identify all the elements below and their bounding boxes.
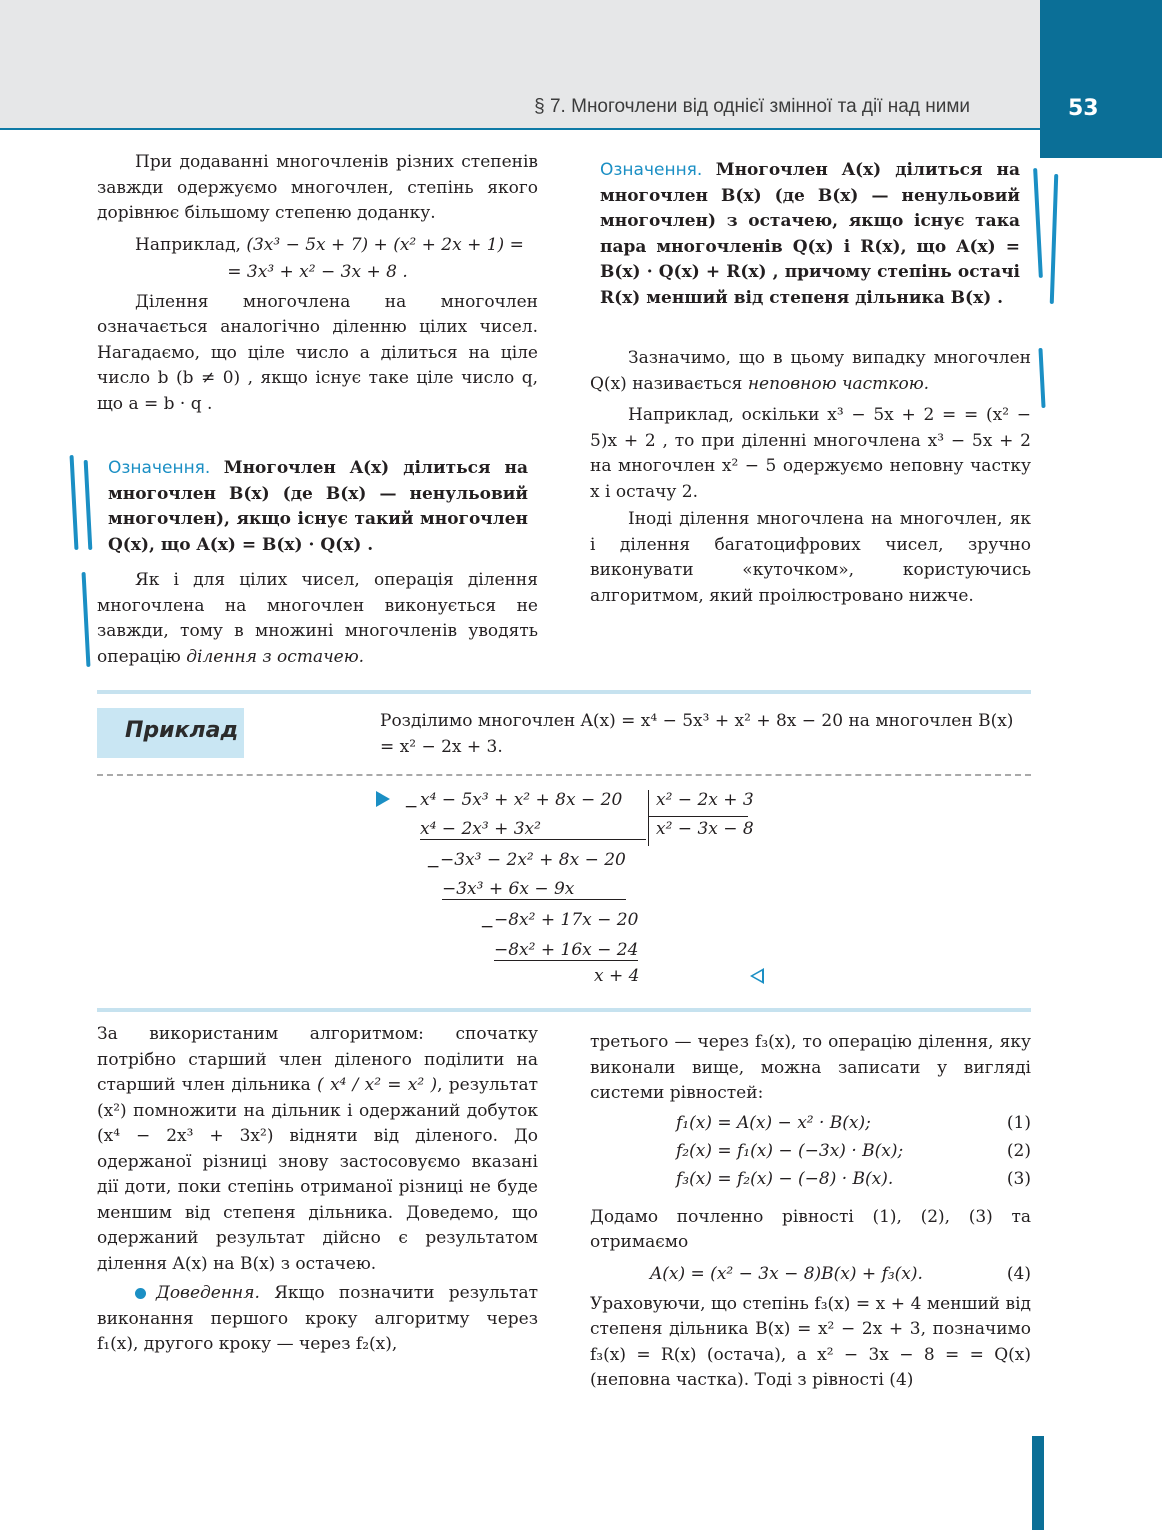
- page-number-tab: [1040, 0, 1162, 158]
- bullet-icon: [135, 1288, 146, 1299]
- paragraph-algorithm-cont: , результат (x²) помножити на дільник і одержаний добуток (x⁴ − 2x³ + 3x²) відняти від діленого. До одержаної різниці знову застосовуємо вказані дії доти, поки степінь отриманої різниці не буде меншим від степеня дільника. Доведемо, що одержаний результат дійсно є результатом ділення A(x) на B(x) з остачею.: [97, 1075, 538, 1274]
- equation-number: (2): [1006, 1140, 1031, 1161]
- proof-label: Доведення.: [156, 1283, 260, 1303]
- term-remainder-division: ділення з остачею.: [186, 646, 365, 667]
- start-marker-icon: [376, 791, 390, 807]
- equation-3: f₃(x) = f₂(x) − (−8) · B(x).: [676, 1168, 894, 1189]
- divider-top: [97, 690, 1031, 694]
- equation-row: [590, 1262, 1031, 1290]
- page-header: [0, 0, 1040, 130]
- final-remainder: x + 4: [594, 966, 640, 986]
- equation-row: [590, 1139, 1031, 1167]
- accent-bar: [84, 460, 93, 550]
- paragraph-division-intro: Ділення многочлена на многочлен означається аналогічно діленню цілих чисел. Нагадаємо, що ціле число a ділиться на ціле число b (b ≠ 0) , якщо існує таке ціле число q, що a = b · q .: [97, 291, 538, 414]
- bottom-right-column: [590, 1030, 1031, 1394]
- definition-term: Означення.: [600, 160, 703, 180]
- definition-term: Означення.: [108, 458, 211, 478]
- paragraph-conclusion: Ураховуючи, що степінь f₃(x) = x + 4 менший від степеня дільника B(x) = x² − 2x + 3, позначимо f₃(x) = R(x) (остача), а x² − 3x − 8 = = Q(x) (неповна частка). Тоді з рівності (4): [590, 1293, 1031, 1390]
- paragraph-third-step: третього — через f₃(x), то операцію ділення, яку виконали вище, можна записати у вигляді системи рівностей:: [590, 1032, 1031, 1103]
- equation-1: f₁(x) = A(x) − x² · B(x);: [676, 1112, 871, 1133]
- fraction-expression: ( x⁴ / x² = x² ): [317, 1075, 438, 1095]
- remainder-2: −8x² + 17x − 20: [494, 910, 639, 930]
- definition-text: Многочлен A(x) ділиться на многочлен B(x) (де B(x) — ненульовий многочлен) з остачею, якщо існує така пара многочленів Q(x) і R(x), що A(x) = B(x) · Q(x) + R(x) , причому степінь остачі R(x) менший від степеня дільника B(x) .: [600, 160, 1020, 308]
- bottom-left-column: [97, 1022, 538, 1358]
- paragraph-long-division: Іноді ділення многочлена на многочлен, як і ділення багатоцифрових чисел, зручно виконувати «куточком», користуючись алгоритмом, який проілюстровано нижче.: [590, 509, 1031, 606]
- accent-bar: [1033, 168, 1043, 278]
- accent-bar: [1050, 174, 1059, 304]
- accent-bar: [1038, 348, 1045, 408]
- divisor: x² − 2x + 3: [656, 790, 754, 810]
- step-1: x⁴ − 2x³ + 3x²: [420, 819, 646, 840]
- equation-system: [590, 1111, 1031, 1195]
- minus-sign: −: [426, 857, 441, 877]
- definition-2: [600, 158, 1020, 311]
- example-prefix: Наприклад,: [135, 234, 241, 255]
- step-3: −8x² + 16x − 24: [494, 940, 639, 960]
- equation-row: [590, 1111, 1031, 1139]
- left-column-end: [97, 568, 538, 670]
- equation-row: [590, 1167, 1031, 1195]
- addition-result: = 3x³ + x² − 3x + 8 .: [227, 262, 408, 282]
- accent-bar: [82, 572, 91, 667]
- equation-number: (3): [1006, 1168, 1031, 1189]
- step-2: −3x³ + 6x − 9x: [442, 879, 626, 900]
- definition-text: Многочлен A(x) ділиться на многочлен B(x) (де B(x) — ненульовий многочлен), якщо існує такий многочлен Q(x), що A(x) = B(x) · Q(x) .: [108, 458, 528, 555]
- example-addition: [97, 233, 538, 259]
- dashed-divider: [97, 774, 1031, 776]
- addition-expression: (3x³ − 5x + 7) + (x² + 2x + 1) =: [246, 234, 524, 255]
- paragraph-example-quotient: Наприклад, оскільки x³ − 5x + 2 = = (x² − 5)x + 2 , то при діленні многочлена x³ − 5x + 2 на многочлен x² − 5 одержуємо неповну частку x і остачу 2.: [590, 405, 1031, 502]
- example-label: Приклад: [125, 718, 239, 743]
- divider-bottom: [97, 1008, 1031, 1012]
- example-badge: [97, 708, 244, 758]
- equation-2: f₂(x) = f₁(x) − (−3x) · B(x);: [676, 1140, 904, 1161]
- paragraph-sum: Додамо почленно рівності (1), (2), (3) та отримаємо: [590, 1206, 1031, 1252]
- division-bar: [648, 790, 649, 846]
- paragraph-addition: При додаванні многочленів різних степенів завжди одержуємо многочлен, степінь якого дорівнює більшому степеню доданку.: [97, 152, 538, 223]
- equation-number: (4): [1006, 1263, 1031, 1284]
- end-marker-icon: [750, 968, 764, 984]
- example-statement: Розділимо многочлен A(x) = x⁴ − 5x³ + x² + 8x − 20 на многочлен B(x) = x² − 2x + 3.: [380, 711, 1014, 757]
- paragraph-not-always: Як і для цілих чисел, операція ділення многочлена на многочлен виконується не завжди, тому в множині многочленів уводять операцію: [97, 570, 538, 667]
- quotient-rule: [648, 816, 748, 817]
- equation-4: A(x) = (x² − 3x − 8)B(x) + f₃(x).: [650, 1263, 923, 1284]
- section-title: § 7. Многочлени від однієї змінної та дії над ними: [534, 96, 970, 117]
- left-column: [97, 150, 538, 417]
- page-number: 53: [1068, 96, 1099, 121]
- page-edge-tab: [1032, 1436, 1044, 1530]
- paragraph-proof: Якщо позначити результат виконання першого кроку алгоритму через f₁(x), другого кроку — через f₂(x),: [97, 1283, 539, 1354]
- accent-bar: [70, 455, 79, 550]
- dividend: x⁴ − 5x³ + x² + 8x − 20: [420, 790, 623, 810]
- right-column: [590, 346, 1031, 609]
- paragraph-quotient: Зазначимо, що в цьому випадку многочлен Q(x) називається: [590, 348, 1031, 394]
- equation-number: (1): [1006, 1112, 1031, 1133]
- minus-sign: −: [480, 917, 495, 937]
- paragraph-algorithm: За використаним алгоритмом: спочатку потрібно старший член діленого поділити на старший член дільника: [97, 1024, 538, 1095]
- remainder-1: −3x³ − 2x² + 8x − 20: [440, 850, 626, 870]
- minus-sign: −: [404, 797, 419, 817]
- term-partial-quotient: неповною часткою.: [747, 373, 930, 394]
- quotient: x² − 3x − 8: [656, 819, 754, 839]
- definition-1: [108, 456, 528, 558]
